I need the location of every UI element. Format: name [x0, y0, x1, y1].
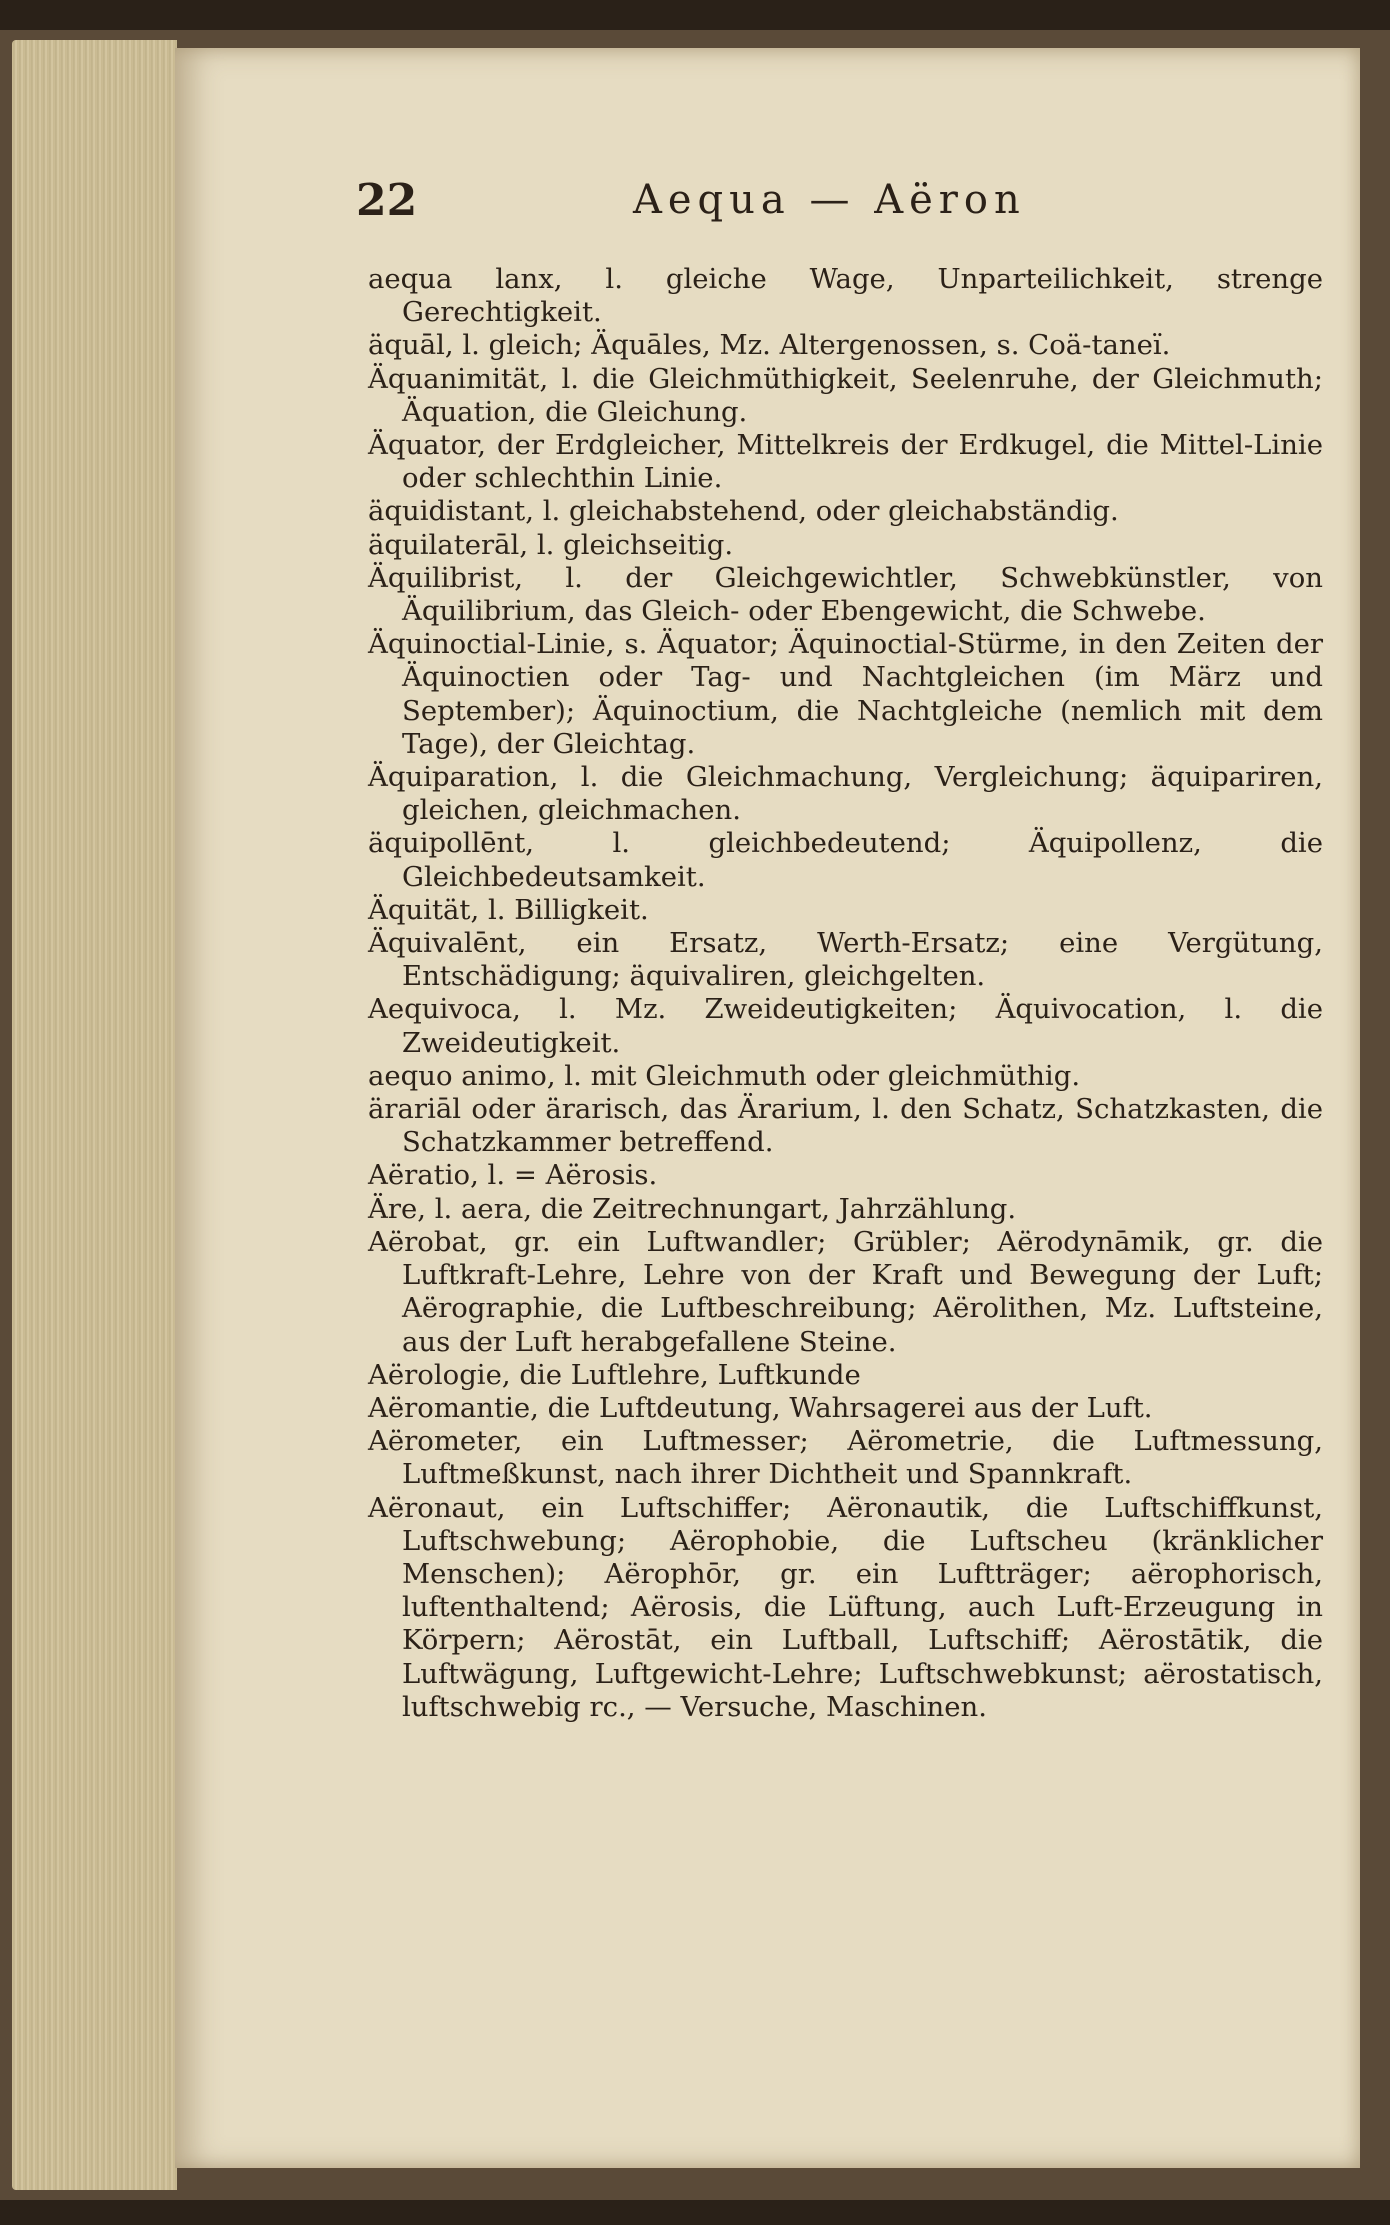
dictionary-entry: Aëratio, l. = Aërosis. [368, 1159, 658, 1192]
dictionary-entry: äquāl, l. gleich; Äquāles, Mz. Altergenossen, s. Coä-taneï. [368, 329, 1171, 362]
dictionary-entry: Äquanimität, l. die Gleichmüthigkeit, Seelenruhe, der Gleichmuth; Äquation, die Gleichung. [368, 362, 1323, 428]
dictionary-entries [368, 263, 1323, 1724]
dictionary-entry: ärariāl oder ärarisch, das Ärarium, l. den Schatz, Schatzkasten, die Schatzkammer betreffend. [368, 1093, 1323, 1159]
dictionary-entry: Äquilibrist, l. der Gleichgewichtler, Schwebkünstler, von Äquilibrium, das Gleich- oder Ebengewicht, die Schwebe. [368, 561, 1323, 628]
dictionary-entry: äquilaterāl, l. gleichseitig. [368, 528, 734, 561]
dictionary-entry: aequo animo, l. mit Gleichmuth oder gleichmüthig. [368, 1059, 1081, 1092]
running-head: Aequa — Aëron [633, 177, 1026, 223]
page-edges [12, 40, 177, 2190]
page-text [356, 175, 1323, 1724]
dictionary-entry: Äre, l. aera, die Zeitrechnungart, Jahrzählung. [368, 1192, 1017, 1225]
dictionary-entry: äquidistant, l. gleichabstehend, oder gleichabständig. [368, 495, 1119, 528]
dictionary-entry: Äquivalēnt, ein Ersatz, Werth-Ersatz; eine Vergütung, Entschädigung; äquivaliren, gleichgelten. [368, 927, 1323, 993]
page-number: 22 [356, 175, 418, 226]
dictionary-entry: Äquiparation, l. die Gleichmachung, Vergleichung; äquipariren, gleichen, gleichmachen. [368, 761, 1323, 827]
dictionary-entry: Aërobat, gr. ein Luftwandler; Grübler; Aërodynāmik, gr. die Luftkraft-Lehre, Lehre von der Kraft und Bewegung der Luft; Aërographie, die Luftbeschreibung; Aërolithen, Mz. Luftsteine, aus der Luft herabgefallene Steine. [368, 1225, 1323, 1358]
dictionary-entry: Aëronaut, ein Luftschiffer; Aëronautik, die Luftschiffkunst, Luftschwebung; Aërophobie, die Luftscheu (kränklicher Menschen); Aërophōr, gr. ein Luftträger; aërophorisch, luftenthaltend; Aërosis, die Lüftung, auch Luft-Erzeugung in Körpern; Aërostāt, ein Luftball, Luftschiff; Aërostātik, die Luftwägung, Luftgewicht-Lehre; Luftschwebkunst; aërostatisch, luftschwebig rc., — Versuche, Maschinen. [368, 1491, 1323, 1723]
dictionary-entry: Äquität, l. Billigkeit. [368, 893, 649, 926]
dictionary-entry: Äquator, der Erdgleicher, Mittelkreis der Erdkugel, die Mittel-Linie oder schlechthin Linie. [368, 429, 1323, 495]
dictionary-entry: Aequivoca, l. Mz. Zweideutigkeiten; Äquivocation, l. die Zweideutigkeit. [368, 993, 1323, 1059]
dictionary-entry: Äquinoctial-Linie, s. Äquator; Äquinoctial-Stürme, in den Zeiten der Äquinoctien oder Tag- und Nachtgleichen (im März und September); Äquinoctium, die Nachtgleiche (nemlich mit dem Tage), der Gleichtag. [368, 628, 1323, 760]
dictionary-entry: Aëromantie, die Luftdeutung, Wahrsagerei aus der Luft. [368, 1391, 1153, 1424]
dictionary-entry: aequa lanx, l. gleiche Wage, Unparteilichkeit, strenge Gerechtigkeit. [368, 263, 1323, 329]
page-header [356, 175, 1323, 245]
dictionary-entry: Aërologie, die Luftlehre, Luftkunde [368, 1358, 861, 1391]
dictionary-entry: Aërometer, ein Luftmesser; Aërometrie, die Luftmessung, Luftmeßkunst, nach ihrer Dichtheit und Spannkraft. [368, 1425, 1323, 1491]
dictionary-entry: äquipollēnt, l. gleichbedeutend; Äquipollenz, die Gleichbedeutsamkeit. [368, 827, 1323, 893]
